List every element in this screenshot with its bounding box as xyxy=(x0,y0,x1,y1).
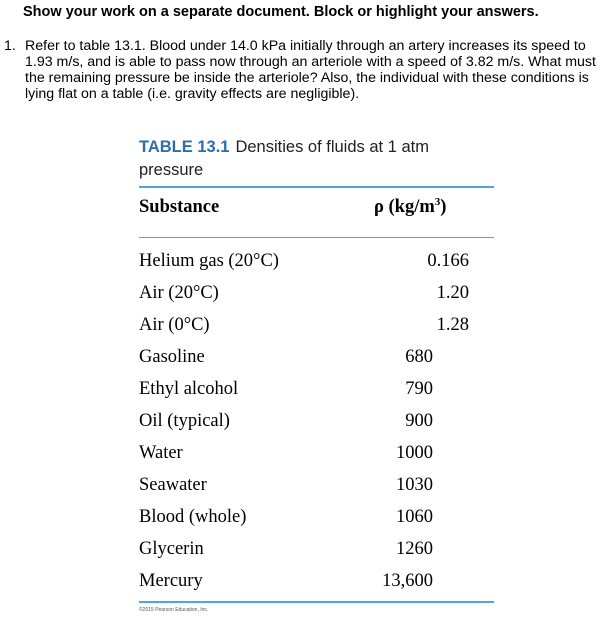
substance-name: Oil (typical) xyxy=(139,410,230,431)
substance-name: Seawater xyxy=(139,474,207,495)
substance-name: Air (20°C) xyxy=(139,282,219,303)
substance-name: Mercury xyxy=(139,570,203,591)
substance-name: Blood (whole) xyxy=(139,506,247,527)
question-1 xyxy=(4,38,609,102)
header-density-suffix: ) xyxy=(440,197,447,218)
header-substance: Substance xyxy=(139,196,220,217)
density-value: 1260 xyxy=(396,538,433,559)
density-value: 680 xyxy=(405,346,433,367)
density-value: 1.20 xyxy=(436,282,469,303)
density-value: 1000 xyxy=(396,442,433,463)
substance-name: Glycerin xyxy=(139,538,204,559)
table-row xyxy=(139,277,494,309)
density-value: 1030 xyxy=(396,474,433,495)
density-table xyxy=(139,136,494,613)
substance-name: Helium gas (20°C) xyxy=(139,250,279,271)
table-row xyxy=(139,469,494,501)
header-density-prefix: ρ (kg/m xyxy=(374,197,435,218)
question-text: Refer to table 13.1. Blood under 14.0 kPa initially through an artery increases its speed to 1.93 m/s, and is able to pass now through an arteriole with a speed of 3.82 m/s. What must the remaining pressure be inside the arteriole? Also, the individual with these conditions is lying flat on a table (i.e. gravity effects are negligible). xyxy=(25,38,596,102)
table-header xyxy=(139,188,494,226)
density-value: 1060 xyxy=(396,506,433,527)
table-caption-text: Densities of fluids at 1 atm pressure xyxy=(139,138,429,179)
instruction-heading: Show your work on a separate document. Block or highlight your answers. xyxy=(23,4,539,20)
table-body xyxy=(139,238,494,597)
table-row xyxy=(139,341,494,373)
header-density xyxy=(368,196,494,218)
density-value: 790 xyxy=(405,378,433,399)
table-bottom-rule xyxy=(139,601,494,603)
density-value: 900 xyxy=(405,410,433,431)
substance-name: Water xyxy=(139,442,183,463)
substance-name: Air (0°C) xyxy=(139,314,210,335)
table-row xyxy=(139,245,494,277)
substance-name: Gasoline xyxy=(139,346,205,367)
question-number: 1. xyxy=(4,38,16,54)
table-caption xyxy=(139,136,494,186)
density-value: 0.166 xyxy=(427,250,469,271)
density-value: 13,600 xyxy=(382,570,433,591)
table-row xyxy=(139,373,494,405)
table-row xyxy=(139,533,494,565)
table-label: TABLE 13.1 xyxy=(139,138,230,156)
table-row xyxy=(139,501,494,533)
table-row xyxy=(139,405,494,437)
table-row xyxy=(139,309,494,341)
table-row xyxy=(139,565,494,597)
table-row xyxy=(139,437,494,469)
header-density-exponent: 3 xyxy=(434,195,441,208)
density-value: 1.28 xyxy=(436,314,469,335)
copyright-notice: ©2015 Pearson Education, Inc. xyxy=(139,607,209,613)
substance-name: Ethyl alcohol xyxy=(139,378,239,399)
